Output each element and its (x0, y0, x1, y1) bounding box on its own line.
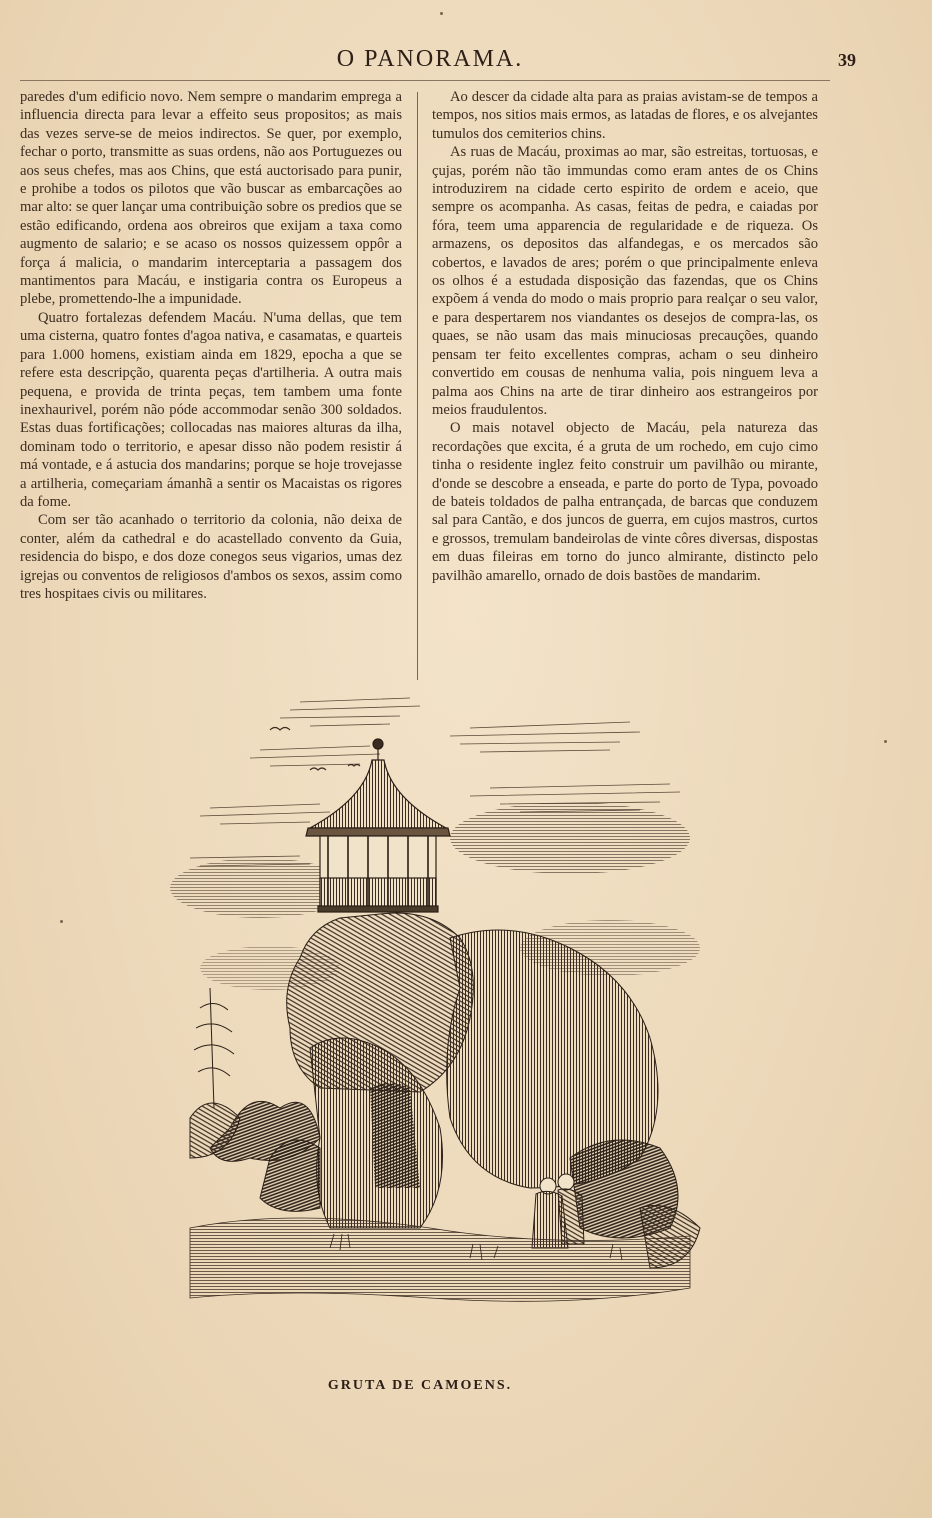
grotto-engraving (170, 688, 710, 1368)
paragraph: O mais notavel objecto de Macáu, pela natureza das recordações que excita, é a gruta de um rochedo, em cujo cimo tinha o residente inglez feito construir um pavilhão ou mirante, d'onde se descobre a enseada, e parte do porto de Typa, povoado de bateis toldados de palha entrançada, de barcas que conduzem sal para Cantão, e dos juncos de guerra, em cujos mastros, curtos e grossos, tremulam bandeirolas de vinte côres diversas, dispostas em duas fileiras em torno do junco almirante, distincto pelo pavilhão amarello, ornado de dois bastões de mandarim. (432, 420, 818, 584)
header-rule (20, 80, 830, 81)
page-header (20, 46, 856, 80)
paragraph: As ruas de Macáu, proximas ao mar, são estreitas, tortuosas, e çujas, porém não tão immundas como eram antes de os Chins introduzirem na cidade certo espirito de ordem e aceio, que sempre os acompanha. As casas, feitas de pedra, e caiadas por fóra, teem uma apparencia de regularidade e de riqueza. Os armazens, os depositos das alfandegas, e os mercados são cobertos, e lavados de ares; porém o que principalmente enleva os olhos é a estudada disposição das fazendas, que os Chins expõem á venda do modo o mais proprio para realçar o seu valor, e para despertarem nos viandantes os desejos de compra-las, os quaes, se não usam das mais minuciosas precauções, quando pensam ter feito excellentes compras, acham o seu dinheiro convertido em cousas de nenhuma valia, pois ninguem leva a palma aos Chins na arte de tirar dinheiro aos estrangeiros por meios fraudulentos. (432, 144, 818, 418)
paragraph: Quatro fortalezas defendem Macáu. N'uma dellas, que tem uma cisterna, quatro fontes d'agoa nativa, e casamatas, e quarteis para 1.000 homens, existiam ainda em 1829, epocha a que se refere esta descripção, quarenta peças d'artilheria. A outra mais pequena, e provida de trinta peças, tem tambem uma fonte inexhaurivel, porém não póde accommodar senão 300 soldados. Estas duas fortificações; collocadas nas maiores alturas da ilha, dominam todo o territorio, e apesar disso não podem resistir á má vontade, e á astucia dos mandarins; porque se hoje trovejasse a artilheria, começariam ámanhã a sentir os Macaistas os rigores da fome. (20, 309, 402, 510)
page-number: 39 (838, 50, 856, 70)
right-text-column (432, 88, 818, 585)
paper-speck (440, 12, 443, 15)
publication-title: O PANORAMA. (336, 46, 524, 72)
left-text-column (20, 88, 402, 603)
paragraph: Ao descer da cidade alta para as praias avistam-se de tempos a tempos, nos sitios mais ermos, as latadas de flores, e os alvejantes tumulos dos cemiterios chins. (432, 89, 818, 142)
paper-speck (60, 920, 63, 923)
column-divider (417, 92, 418, 680)
illustration-caption: GRUTA DE CAMOENS. (327, 1378, 513, 1393)
paragraph: paredes d'um edificio novo. Nem sempre o mandarim emprega a influencia directa para levar a effeito seus propositos; as mais das vezes serve-se de meios indirectos. Se quer, por exemplo, fechar o porto, transmitte as suas ordens, não aos Portuguezes ou aos seus chefes, mas aos Chins, que está auctorisado para punir, e prohibe a todos os pilotos que vão buscar as embarcações ao mar alto: se quer lançar uma contribuição sobre os predios que se estão edificando, ordena aos obreiros que exijam a taxa como augmento de salario; e se acaso os nossos quizessem oppôr a força á malicia, o mandarim interceptaria a passagem dos mantimentos para Macáu, e instigaria contra os Europeus a plebe, promettendo-lhe a impunidade. (20, 89, 402, 308)
cloud (450, 802, 690, 874)
paragraph: Com ser tão acanhado o territorio da colonia, não deixa de conter, além da cathedral e do acastellado convento da Guia, residencia do bispo, e dos doze conegos seus vigarios, umas dez igrejas ou conventos de religiosos d'ambos os sexos, assim como tres hospitaes civis ou militares. (20, 512, 402, 602)
paper-speck (884, 740, 887, 743)
